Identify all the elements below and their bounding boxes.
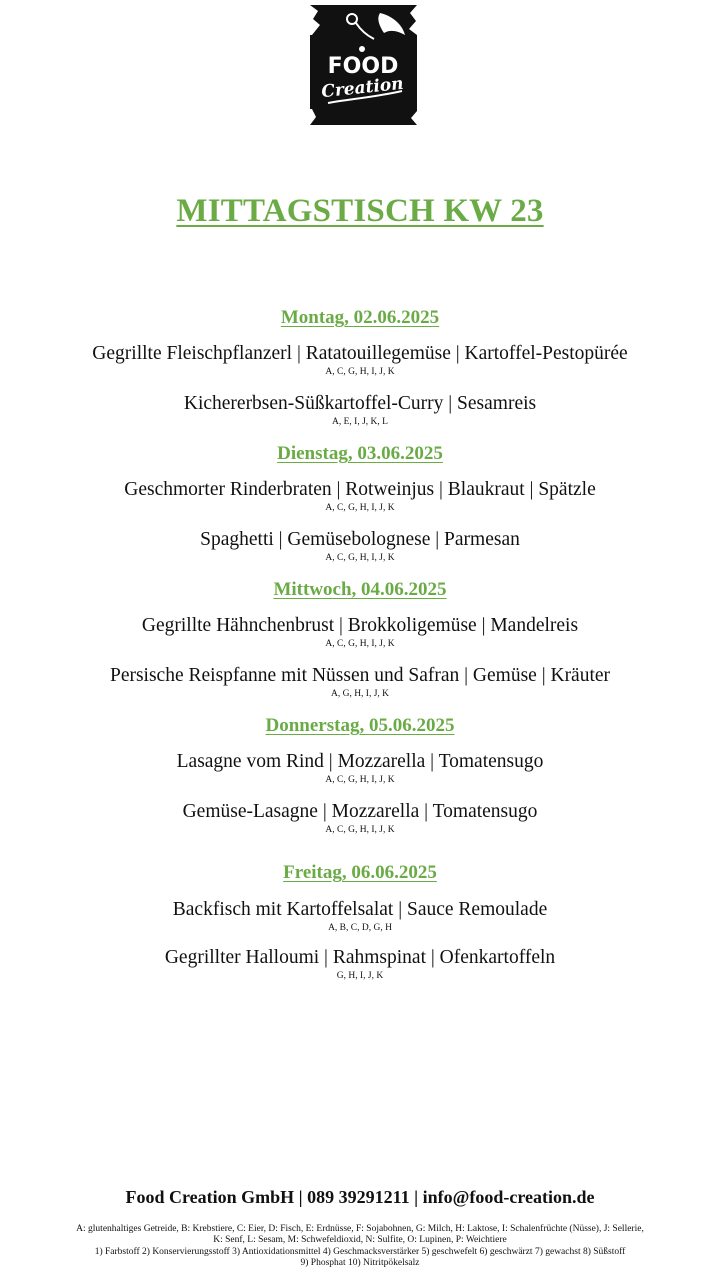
legend-line: 9) Phosphat 10) Nitritpökelsalz [300,1257,420,1268]
allergens-wednesday-1: A, C, G, H, I, J, K [325,639,395,649]
dish-friday-1: Backfisch mit Kartoffelsalat | Sauce Remoulade [172,899,548,920]
allergens-monday-2: A, E, I, J, K, L [332,417,388,427]
day-heading-wednesday: Mittwoch, 04.06.2025 [273,579,447,600]
dish-monday-2: Kichererbsen-Süßkartoffel-Curry | Sesamreis [183,393,537,414]
dish-thursday-2: Gemüse-Lasagne | Mozzarella | Tomatensugo [182,801,538,822]
legend-line: 1) Farbstoff 2) Konservierungsstoff 3) Antioxidationsmittel 4) Geschmacksverstärker 5) geschwefelt 6) geschwärzt 7) gewachst 8) Süßstoff [94,1246,626,1257]
day-heading-friday: Freitag, 06.06.2025 [283,862,437,883]
allergens-tuesday-2: A, C, G, H, I, J, K [325,553,395,563]
dish-friday-2: Gegrillter Halloumi | Rahmspinat | Ofenkartoffeln [164,947,556,968]
day-heading-tuesday: Dienstag, 03.06.2025 [277,443,443,464]
allergens-tuesday-1: A, C, G, H, I, J, K [325,503,395,513]
allergens-friday-2: G, H, I, J, K [336,971,384,981]
allergens-thursday-1: A, C, G, H, I, J, K [325,775,395,785]
legend-line: A: glutenhaltiges Getreide, B: Krebstiere, C: Eier, D: Fisch, E: Erdnüsse, F: Sojabohnen, G: Milch, H: Laktose, I: Schalenfrüchte (Nüsse), J: Sellerie, [76,1224,644,1234]
day-heading-monday: Montag, 02.06.2025 [280,307,440,328]
dish-thursday-1: Lasagne vom Rind | Mozzarella | Tomatensugo [176,751,544,772]
dish-wednesday-1: Gegrillte Hähnchenbrust | Brokkoligemüse | Mandelreis [141,615,579,636]
dish-monday-1: Gegrillte Fleischpflanzerl | Ratatouillegemüse | Kartoffel-Pestopürée [92,343,628,364]
footer-contact: Food Creation GmbH | 089 39291211 | info@food-creation.de [125,1187,595,1207]
allergen-legend [10,1224,710,1269]
allergens-friday-1: A, B, C, D, G, H [328,923,392,933]
svg-text:FOOD: FOOD [327,54,399,79]
dish-tuesday-1: Geschmorter Rinderbraten | Rotweinjus | Blaukraut | Spätzle [124,479,596,500]
allergens-monday-1: A, C, G, H, I, J, K [325,367,395,377]
allergens-thursday-2: A, C, G, H, I, J, K [325,825,395,835]
page-title: MITTAGSTISCH KW 23 [176,193,544,229]
legend-line: K: Senf, L: Sesam, M: Schwefeldioxid, N: Sulfite, O: Lupinen, P: Weichtiere [213,1235,507,1246]
allergens-wednesday-2: A, G, H, I, J, K [330,689,390,699]
day-heading-thursday: Donnerstag, 05.06.2025 [265,715,455,736]
svg-text:Creation: Creation [320,73,405,103]
logo-graphic [310,5,417,125]
dish-wednesday-2: Persische Reispfanne mit Nüssen und Safran | Gemüse | Kräuter [109,665,611,686]
food-creation-logo [310,5,417,125]
dish-tuesday-2: Spaghetti | Gemüsebolognese | Parmesan [200,529,520,550]
